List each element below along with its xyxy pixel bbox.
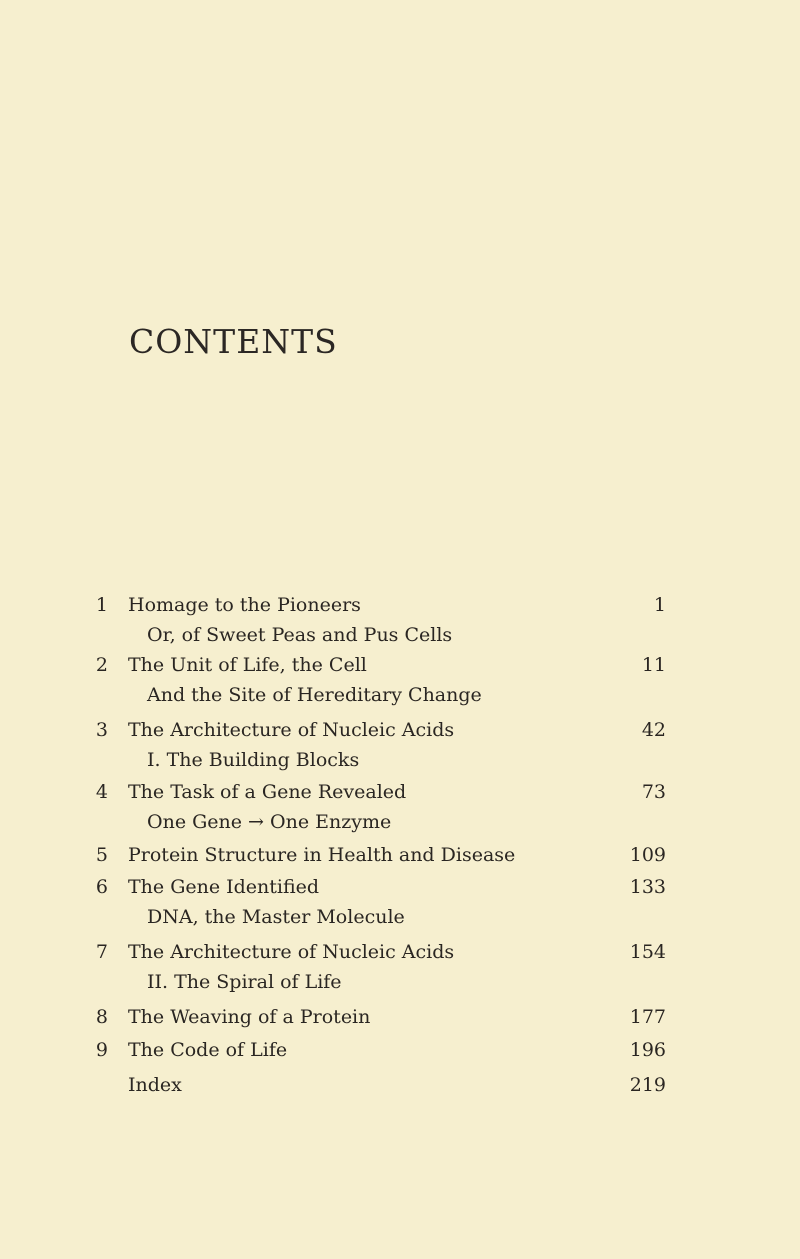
toc-entry (0, 937, 800, 997)
chapter-number: 6 (95, 876, 108, 898)
chapter-number: 3 (95, 719, 108, 741)
chapter-number: 7 (95, 941, 108, 963)
chapter-number: 8 (95, 1006, 108, 1028)
index-title: Index (128, 1074, 182, 1096)
chapter-title: Protein Structure in Health and Disease (128, 844, 516, 866)
chapter-number: 1 (95, 594, 108, 616)
toc-entry (0, 590, 800, 650)
page-title: CONTENTS (129, 322, 338, 361)
page-number: 42 (641, 719, 666, 741)
toc-entry (0, 872, 800, 932)
page-number: 219 (629, 1074, 666, 1096)
chapter-subtitle: And the Site of Hereditary Change (147, 684, 482, 706)
chapter-subtitle: DNA, the Master Molecule (147, 906, 405, 928)
chapter-title: The Code of Life (128, 1039, 288, 1061)
page-number: 11 (641, 654, 666, 676)
page-number: 177 (629, 1006, 666, 1028)
page-number: 109 (629, 844, 666, 866)
chapter-title: The Gene Identified (128, 876, 320, 898)
toc-entry (0, 715, 800, 775)
chapter-subtitle: II. The Spiral of Life (147, 971, 342, 993)
page-number: 154 (629, 941, 666, 963)
chapter-title: The Unit of Life, the Cell (128, 654, 367, 676)
toc-entry (0, 1070, 800, 1130)
chapter-subtitle: I. The Building Blocks (147, 749, 360, 771)
chapter-subtitle: One Gene → One Enzyme (147, 811, 392, 833)
page-number: 133 (629, 876, 666, 898)
chapter-title: Homage to the Pioneers (128, 594, 361, 616)
toc-entry (0, 777, 800, 837)
chapter-subtitle: Or, of Sweet Peas and Pus Cells (147, 624, 453, 646)
chapter-number: 4 (95, 781, 108, 803)
chapter-title: The Task of a Gene Revealed (128, 781, 407, 803)
chapter-number: 2 (95, 654, 108, 676)
page-number: 73 (641, 781, 666, 803)
page-number: 196 (629, 1039, 666, 1061)
chapter-title: The Architecture of Nucleic Acids (128, 941, 455, 963)
chapter-number: 9 (95, 1039, 108, 1061)
chapter-title: The Weaving of a Protein (128, 1006, 371, 1028)
chapter-number: 5 (95, 844, 108, 866)
toc-entry (0, 650, 800, 710)
chapter-title: The Architecture of Nucleic Acids (128, 719, 455, 741)
page-number: 1 (653, 594, 666, 616)
